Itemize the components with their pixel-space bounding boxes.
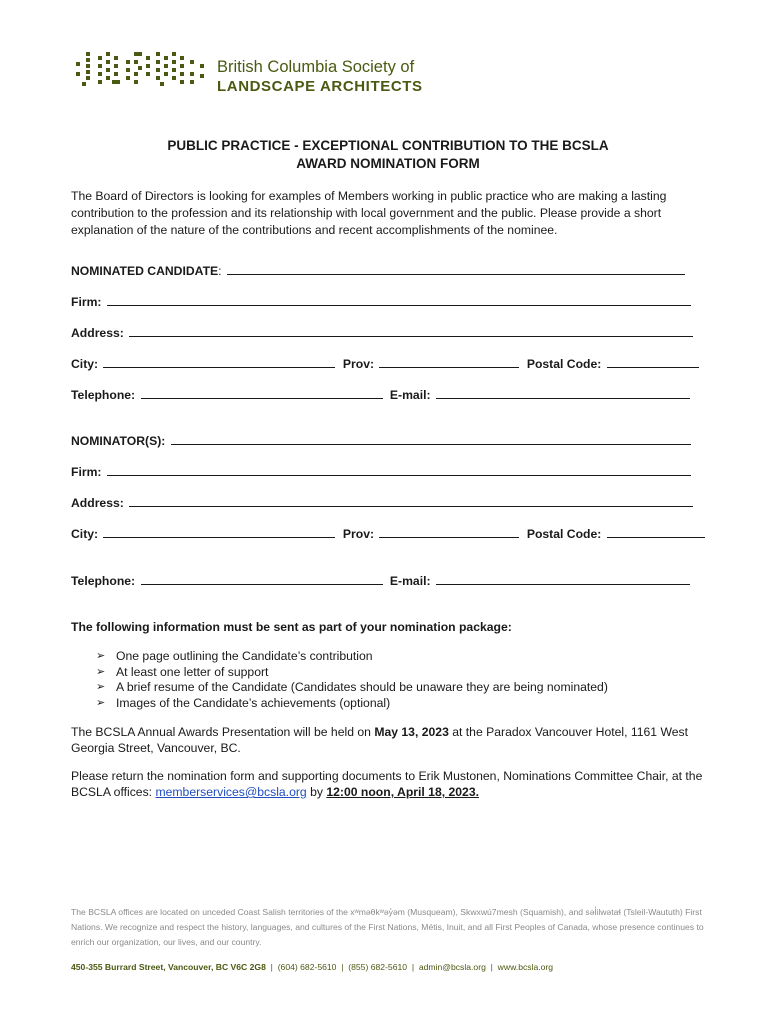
return-paragraph: Please return the nomination form and supporting documents to Erik Mustonen, Nominations Committee Chair, at the BCSLA offices: memberservices@bcsla.org by 12:00 noon, April 18, 2023. (71, 769, 703, 799)
intro-paragraph: The Board of Directors is looking for examples of Members working in public practice who are making a lasting contribution to the profession and its relationship with local government and the public. Please provide a short explanation of the nature of the contributions and recent accomplishments of the nominee. (71, 189, 667, 237)
candidate-prov-field[interactable] (379, 356, 519, 368)
nominator-address-field[interactable] (129, 495, 693, 507)
candidate-telephone-field[interactable] (141, 387, 383, 399)
candidate-city-row (71, 356, 703, 371)
form-title-line1: PUBLIC PRACTICE - EXCEPTIONAL CONTRIBUTION TO THE BCSLA (167, 138, 609, 153)
nominator-email-field[interactable] (436, 573, 690, 585)
footer-website-link[interactable]: www.bcsla.org (497, 962, 554, 972)
nominator-city-label: City: (71, 527, 99, 541)
nominator-telephone-field[interactable] (141, 573, 383, 585)
candidate-postal-label: Postal Code: (526, 357, 602, 371)
bcsla-logo (76, 52, 436, 96)
candidate-telephone-label: Telephone: (71, 388, 136, 402)
nominator-prov-field[interactable] (379, 526, 519, 538)
nominator-postal-field[interactable] (607, 526, 705, 538)
nominator-city-row (71, 526, 709, 541)
nominator-heading-row (71, 433, 695, 448)
nominator-heading: NOMINATOR(S): (71, 434, 166, 448)
candidate-postal-field[interactable] (607, 356, 699, 368)
nominator-firm-field[interactable] (107, 464, 691, 476)
footer-email-link[interactable]: admin@bcsla.org (418, 962, 486, 972)
footer-tollfree: (855) 682-5610 (348, 962, 408, 972)
form-title-line2: AWARD NOMINATION FORM (296, 156, 480, 171)
list-item: ➢ At least one letter of support (96, 664, 269, 679)
candidate-heading: NOMINATED CANDIDATE (71, 264, 219, 278)
nominator-contact-row (71, 573, 694, 588)
candidate-address-label: Address: (71, 326, 124, 340)
candidate-email-label: E-mail: (389, 388, 431, 402)
candidate-firm-row (71, 294, 695, 309)
candidate-firm-field[interactable] (107, 294, 691, 306)
candidate-prov-label: Prov: (342, 357, 375, 371)
arrow-bullet-icon: ➢ (96, 650, 106, 662)
org-name-line2: LANDSCAPE ARCHITECTS (217, 78, 423, 95)
candidate-city-label: City: (71, 357, 99, 371)
requirements-heading: The following information must be sent as part of your nomination package: (71, 620, 512, 634)
submission-deadline: 12:00 noon, April 18, 2023. (326, 785, 479, 799)
arrow-bullet-icon: ➢ (96, 681, 106, 693)
presentation-date: May 13, 2023 (374, 725, 449, 739)
list-item: ➢ One page outlining the Candidate’s contribution (96, 649, 373, 663)
footer-phone: (604) 682-5610 (277, 962, 337, 972)
nominator-email-label: E-mail: (389, 574, 431, 588)
nominator-address-row (71, 495, 697, 510)
presentation-paragraph: The BCSLA Annual Awards Presentation will be held on May 13, 2023 at the Paradox Vancouver Hotel, 1161 West Georgia Street, Vancouver, BC. (71, 725, 689, 755)
candidate-city-field[interactable] (103, 356, 335, 368)
candidate-heading-row: NOMINATED CANDIDATE: (71, 263, 689, 278)
nominator-firm-row (71, 464, 695, 479)
requirements-list (96, 649, 608, 711)
arrow-bullet-icon: ➢ (96, 665, 106, 678)
list-item: ➢ A brief resume of the Candidate (Candidates should be unaware they are being nominated) (96, 680, 608, 694)
list-item: ➢ Images of the Candidate’s achievements (optional) (96, 695, 391, 710)
candidate-address-field[interactable] (129, 325, 693, 337)
candidate-email-field[interactable] (436, 387, 690, 399)
candidate-firm-label: Firm: (71, 295, 102, 309)
candidate-name-field[interactable] (227, 263, 685, 275)
land-acknowledgement: The BCSLA offices are located on unceded Coast Salish territories of the xʷməθkʷəy̓əm (Musqueam), Skwxwú7mesh (Squamish), and səl̓ilwətaɬ (Tsleil-Waututh) First Nations. We recognize and respect the history, languages, and cultures of the First Nations, Métis, Inuit, and all First Peoples of Canada, whose presence continues to enrich our organization, our lives, and our country. (71, 907, 704, 947)
arrow-bullet-icon: ➢ (96, 696, 106, 709)
nominator-telephone-label: Telephone: (71, 574, 136, 588)
nominator-address-label: Address: (71, 496, 124, 510)
candidate-contact-row (71, 387, 694, 402)
nominator-firm-label: Firm: (71, 465, 102, 479)
member-services-email-link[interactable]: memberservices@bcsla.org (155, 785, 307, 799)
nominator-postal-label: Postal Code: (526, 527, 602, 541)
nominator-city-field[interactable] (103, 526, 335, 538)
footer-address: 450-355 Burrard Street, Vancouver, BC V6C 2G8 (71, 962, 266, 972)
footer-contact: 450-355 Burrard Street, Vancouver, BC V6C 2G8 | (604) 682-5610 | (855) 682-5610 | admin@bcsla.org | www.bcsla.org (71, 962, 554, 972)
org-name-line1: British Columbia Society of (217, 58, 415, 76)
nominator-name-field[interactable] (171, 433, 691, 445)
candidate-address-row (71, 325, 697, 340)
nominator-prov-label: Prov: (342, 527, 375, 541)
bcsla-logo-mark (76, 52, 212, 88)
